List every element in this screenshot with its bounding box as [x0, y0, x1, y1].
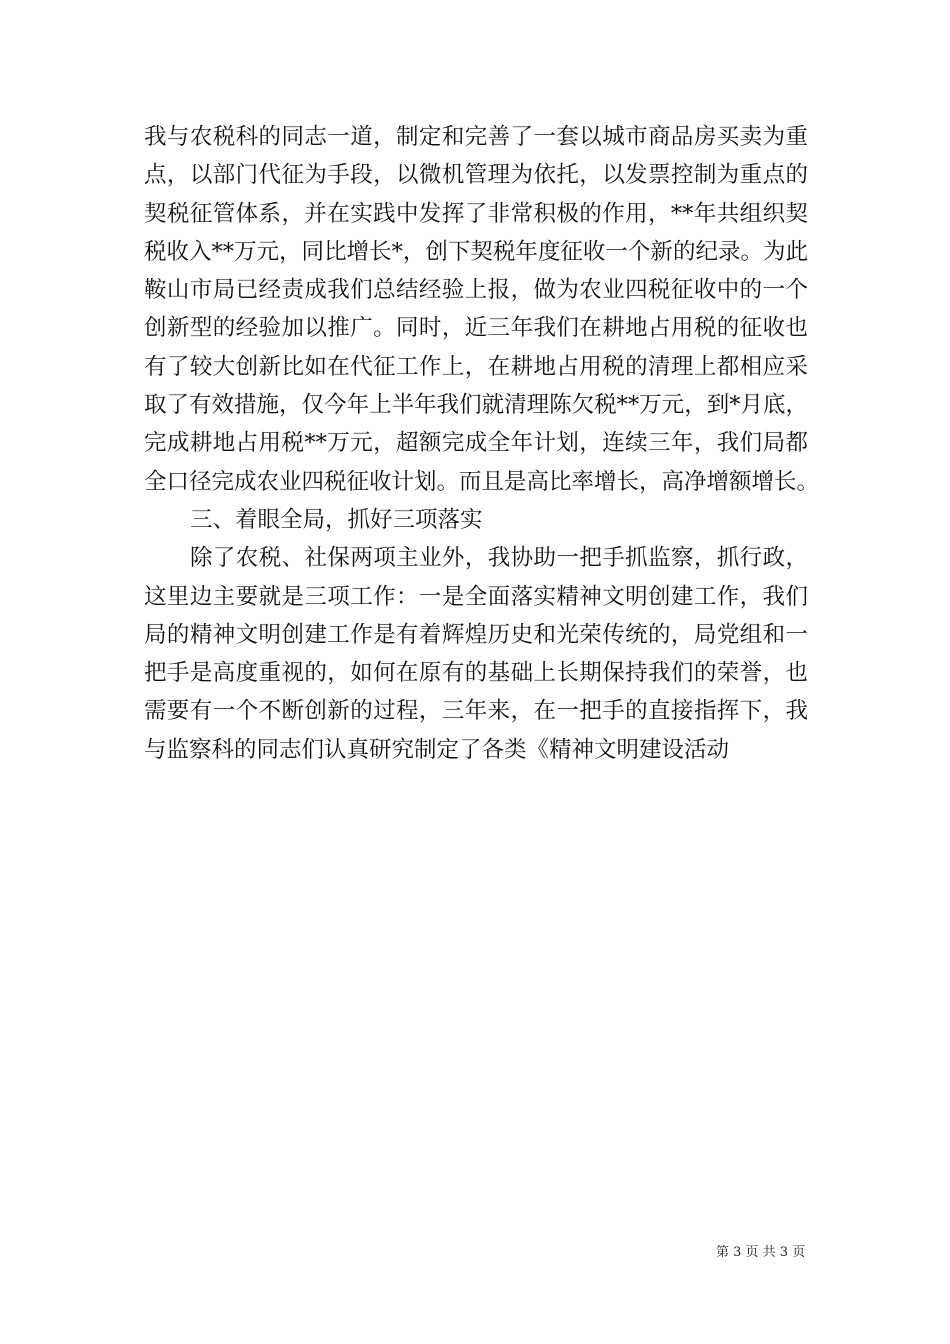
text-line: 点，以部门代征为手段，以微机管理为依托，以发票控制为重点的: [144, 162, 808, 189]
text-line: 与监察科的同志们认真研究制定了各类《精神文明建设活动: [144, 736, 730, 763]
text-line: 我与农税科的同志一道，制定和完善了一套以城市商品房买卖为重: [144, 124, 808, 150]
text-line: 有了较大创新比如在代征工作上，在耕地占用税的清理上都相应采: [144, 353, 808, 380]
text-line: 完成耕地占用税**万元，超额完成全年计划，连续三年，我们局都: [144, 430, 808, 457]
text-line: 这里边主要就是三项工作：一是全面落实精神文明创建工作，我们: [144, 583, 808, 610]
text-line: 把手是高度重视的，如何在原有的基础上长期保持我们的荣誉，也: [144, 660, 808, 687]
document-body: [144, 118, 820, 769]
page-number: 第 3 页 共 3 页: [716, 1245, 806, 1260]
text-line: 需要有一个不断创新的过程，三年来，在一把手的直接指挥下，我: [144, 698, 808, 725]
text-line: 鞍山市局已经责成我们总结经验上报，做为农业四税征收中的一个: [144, 277, 808, 304]
text-line: 取了有效措施，仅今年上半年我们就清理陈欠税**万元，到*月底，: [144, 392, 808, 419]
text-line: 局的精神文明创建工作是有着辉煌历史和光荣传统的，局党组和一: [144, 621, 808, 648]
text-line: 全口径完成农业四税征收计划。而且是高比率增长，高净增额增长。: [144, 468, 820, 495]
text-line: 契税征管体系，并在实践中发挥了非常积极的作用，**年共组织契: [144, 200, 808, 227]
section-heading: 三、着眼全局，抓好三项落实: [190, 506, 483, 533]
text-line: 税收入**万元，同比增长*，创下契税年度征收一个新的纪录。为此: [144, 238, 808, 265]
text-line: 创新型的经验加以推广。同时，近三年我们在耕地占用税的征收也: [144, 315, 808, 342]
text-line: 除了农税、社保两项主业外，我协助一把手抓监察，抓行政，: [190, 545, 808, 572]
